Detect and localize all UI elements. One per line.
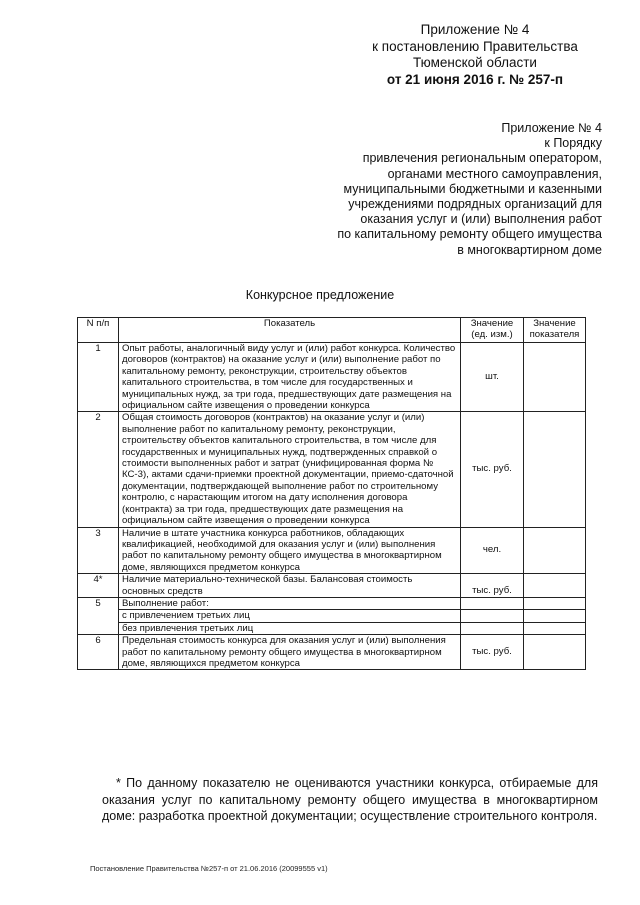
row-unit: шт.: [461, 343, 524, 412]
row-value-cell[interactable]: [524, 574, 586, 598]
appendix-line: в многоквартирном доме: [457, 242, 602, 257]
table-row: [78, 597, 586, 609]
table-row: [78, 412, 586, 527]
header-line-1: Приложение № 4: [420, 22, 530, 37]
row-indicator: Общая стоимость договоров (контрактов) на оказание услуг и (или) выполнение работ по капитальному ремонту, реконструкции, строительству объектов капитального строительства, в том числе для государственных и муниципальных нужд, подтвержденных справкой о стоимости выполненных работ и затрат (унифицированная форма № КС-3), актами сдачи-приемки проектной документации, приемо-сдаточной документации, подтверждающей выполнение работ по строительному контролю, с нарастающим итогом на дату исполнения договора (контракта) за три года, предшествующих дате размещения на официальном сайте извещения о проведении конкурса: [119, 412, 461, 527]
row-value-cell[interactable]: [524, 412, 586, 527]
table-row: [78, 635, 586, 670]
appendix-line: оказания услуг и (или) выполнения работ: [360, 212, 602, 227]
row-unit: чел.: [461, 527, 524, 574]
table-header-row: [78, 318, 586, 343]
table-row: [78, 343, 586, 412]
row-value-cell[interactable]: [524, 622, 586, 634]
row-num: 3: [78, 527, 119, 574]
table-row: [78, 622, 586, 634]
footnote-text: * По данному показателю не оцениваются участники конкурса, отбираемые для оказания услуг по капитальному ремонту общего имущества в многоквартирном доме: разработка проектной документации; осуществление строительного контроля.: [102, 776, 598, 823]
row-num: 5: [78, 597, 119, 634]
appendix-line: привлечения региональным оператором,: [362, 151, 602, 166]
proposal-table: [77, 317, 586, 670]
row-num: 2: [78, 412, 119, 527]
header-line-2: к постановлению Правительства: [372, 38, 578, 54]
row-unit: тыс. руб.: [461, 412, 524, 527]
row-indicator: с привлечением третьих лиц: [119, 610, 461, 622]
row-value-cell[interactable]: [524, 343, 586, 412]
row-indicator: Наличие материально-технической базы. Балансовая стоимость основных средств: [119, 574, 461, 598]
row-value-cell[interactable]: [524, 527, 586, 574]
row-indicator: Наличие в штате участника конкурса работников, обладающих квалификацией, необходимой для оказания услуг и (или) выполнения работ по капитальному ремонту общего имущества в многоквартирном доме, являющихся предметом конкурса: [119, 527, 461, 574]
footnote: [102, 775, 598, 825]
page-footer: Постановление Правительства №257-п от 21.06.2016 (20099555 v1): [90, 864, 328, 873]
header-indicator: Показатель: [119, 318, 461, 343]
appendix-line: к Порядку: [544, 136, 602, 151]
row-indicator: Предельная стоимость конкурса для оказания услуг и (или) выполнения работ по капитальному ремонту общего имущества в многоквартирном доме, являющихся предметом конкурса: [119, 635, 461, 670]
row-unit: тыс. руб.: [461, 574, 524, 598]
appendix-line: Приложение № 4: [501, 121, 602, 135]
appendix-header: [302, 121, 602, 258]
appendix-line: по капитальному ремонту общего имущества: [337, 227, 602, 242]
document-title: Конкурсное предложение: [245, 288, 395, 302]
row-value-cell[interactable]: [524, 597, 586, 609]
row-num: 4*: [78, 574, 119, 598]
row-value-cell[interactable]: [524, 610, 586, 622]
row-value-cell[interactable]: [524, 635, 586, 670]
appendix-line: учреждениями подрядных организаций для: [348, 197, 602, 212]
header-line-4: от 21 июня 2016 г. № 257-п: [386, 71, 564, 87]
header-num: N п/п: [78, 318, 119, 343]
table-row: [78, 610, 586, 622]
table-row: [78, 527, 586, 574]
row-num: 1: [78, 343, 119, 412]
row-unit: [461, 597, 524, 609]
resolution-header: [330, 22, 620, 88]
header-unit: Значение (ед. изм.): [461, 318, 524, 343]
row-indicator: Выполнение работ:: [119, 597, 461, 609]
appendix-line: муниципальными бюджетными и казенными: [343, 181, 602, 196]
header-line-3: Тюменской области: [413, 55, 537, 70]
row-indicator: Опыт работы, аналогичный виду услуг и (или) работ конкурса. Количество договоров (контрактов) на оказание услуг и (или) выполнение работ по капитальному ремонту, реконструкции, строительству объектов капитального строительства, в том числе для государственных и муниципальных нужд, за три года, предшествующих дате размещения на официальном сайте извещения о проведении конкурса: [119, 343, 461, 412]
header-value: Значение показателя: [524, 318, 586, 343]
row-unit: [461, 610, 524, 622]
row-unit: [461, 622, 524, 634]
table-row: [78, 574, 586, 598]
row-num: 6: [78, 635, 119, 670]
appendix-line: органами местного самоуправления,: [387, 166, 602, 181]
row-indicator: без привлечения третьих лиц: [119, 622, 461, 634]
row-unit: тыс. руб.: [461, 635, 524, 670]
